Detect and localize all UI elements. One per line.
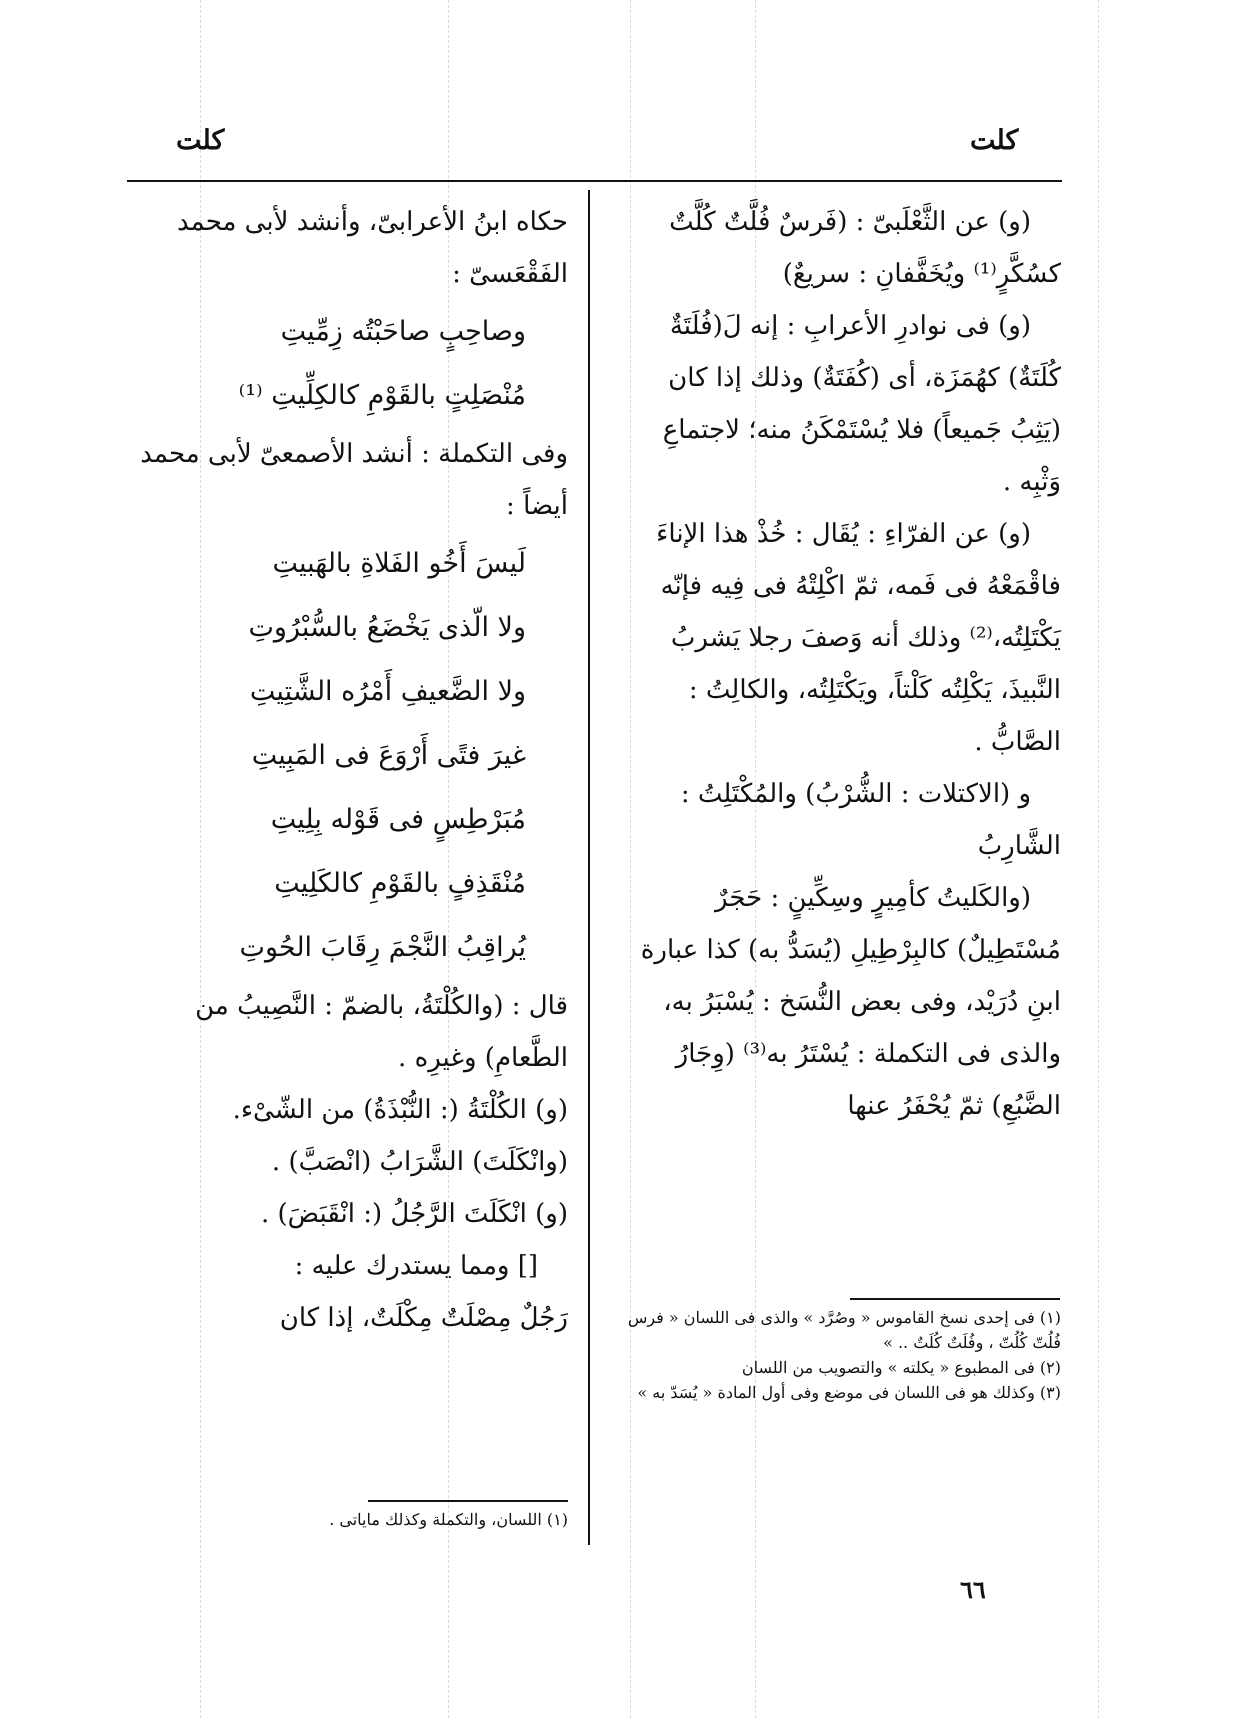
running-header-right: كلت [970, 125, 1019, 156]
entry-paragraph: وفى التكملة : أنشد الأصمعىّ لأبى محمد أيضاً : [140, 439, 568, 521]
entry-paragraph: (و) انْكَلَتَ الرَّجُلُ (: انْقَبَضَ) . [261, 1199, 568, 1229]
verse-line: مُنْصَلِتٍ بالقَوْمِ كالكِلِّيتِ ⁽¹⁾ [238, 380, 526, 411]
verse-line: يُراقِبُ النَّجْمَ رِقَابَ الحُوتِ [239, 932, 526, 963]
footnote: (٣) وكذلك هو فى اللسان فى موضع وفى أول المادة « يُسَدّ به » [637, 1383, 1061, 1402]
verse-line: ولا الضَّعيفِ أَمْرُه الشَّتِيتِ [249, 676, 526, 707]
verse-line: وصاحِبٍ صاحَبْتُه زِمِّيتِ [280, 316, 526, 347]
entry-paragraph: (و) الكُلْتَةُ (: النُّبْذَةُ) من الشّىْء. [232, 1095, 568, 1125]
page-number: ٦٦ [960, 1575, 986, 1604]
entry-paragraph: (وانْكَلَتَ) الشَّرَابُ (انْصَبَّ) . [271, 1147, 568, 1177]
footnote: (١) اللسان، والتكملة وكذلك ماياتى . [329, 1510, 568, 1529]
entry-paragraph: (والكَليتُ كأمِيرٍ وسِكِّينٍ : حَجَرٌ مُسْتَطِيلٌ) كالبِرْطِيلِ (يُسَدُّ به) كذا عبارة ابنِ دُرَيْد، وفى بعض النُّسَخ : يُسْبَرُ به، والذى فى التكملة : يُسْتَرُ به⁽³⁾ (وِجَارُ الضَّبُعِ) ثمّ يُحْفَرُ عنها [640, 883, 1061, 1121]
verse-line: ولا الّذى يَخْضَعُ بالسُّبْرُوتِ [248, 612, 526, 643]
footnote: (١) فى إحدى نسخ القاموس « وصُرَّد » والذى فى اللسان « فرس فُلُتّ كُلُتّ ، وفُلَتٌ كُلَتٌ .. » [627, 1308, 1061, 1352]
verse-line: غيرَ فتًى أَرْوَعَ فى المَبِيتِ [251, 740, 526, 771]
running-header-left: كلت [176, 125, 225, 156]
footnote: (٢) فى المطبوع « يكلته » والتصويب من اللسان [741, 1358, 1061, 1377]
footnote-rule-left [368, 1500, 568, 1502]
header-rule [127, 180, 1062, 182]
entry-paragraph: و (الاكتلات : الشُّرْبُ) والمُكْتَلِتُ : الشَّارِبُ [680, 779, 1061, 861]
verse-line: مُنْقَذِفٍ بالقَوْمِ كالكَلِيتِ [274, 868, 526, 899]
scan-artifact-line [1098, 0, 1099, 1718]
right-column [613, 196, 1061, 1132]
left-footnotes [118, 1507, 568, 1532]
verse-line: لَيسَ أَخُو الفَلاةِ بالهَبيتِ [272, 548, 526, 579]
entry-paragraph: [] ومما يستدرك عليه : [294, 1251, 538, 1281]
entry-paragraph: حكاه ابنُ الأعرابىّ، وأنشد لأبى محمد الفَقْعَسىّ : [177, 207, 568, 289]
left-column [118, 196, 568, 1344]
entry-paragraph: رَجُلٌ مِصْلَتٌ مِكْلَتٌ، إذا كان [279, 1303, 568, 1333]
entry-paragraph: (و) عن الفرّاءِ : يُقَال : خُذْ هذا الإناءَ فاقْمَعْهُ فى فَمه، ثمّ اكْلِتْهُ فى فِيه فإنّه يَكْتَلِتُه،⁽²⁾ وذلك أنه وَصفَ رجلا يَشربُ النَّبيذَ، يَكْلِتُه كَلْتاً، ويَكْتَلِتُه، والكالِتُ : الصَّابُّ . [656, 519, 1061, 757]
footnote-rule-right [850, 1298, 1060, 1300]
entry-paragraph: (و) عن الثَّعْلَبىّ : (فَرسٌ فُلَّتٌ كُلَّتٌ كسُكَّرٍ⁽¹⁾ ويُخَفَّفانِ : سريعٌ) [669, 207, 1061, 289]
entry-paragraph: قال : (والكُلْتَةُ، بالضمّ : النَّصِيبُ من الطَّعامِ) وغيرِه . [195, 991, 568, 1073]
column-divider [588, 190, 590, 1545]
verse-line: مُبَرْطِسٍ فى قَوْله بِلِيتِ [270, 804, 526, 835]
right-footnotes [613, 1305, 1061, 1405]
entry-paragraph: (و) فى نوادرِ الأعرابِ : إنه لَ(فُلَتَةٌ كُلَتَةٌ) كهُمَزَة، أى (كُفَتَةٌ) وذلك إذا كان (يَثِبُ جَميعاً) فلا يُسْتَمْكَنُ منه؛ لاجتماعِ وَثْبِه . [662, 311, 1061, 497]
